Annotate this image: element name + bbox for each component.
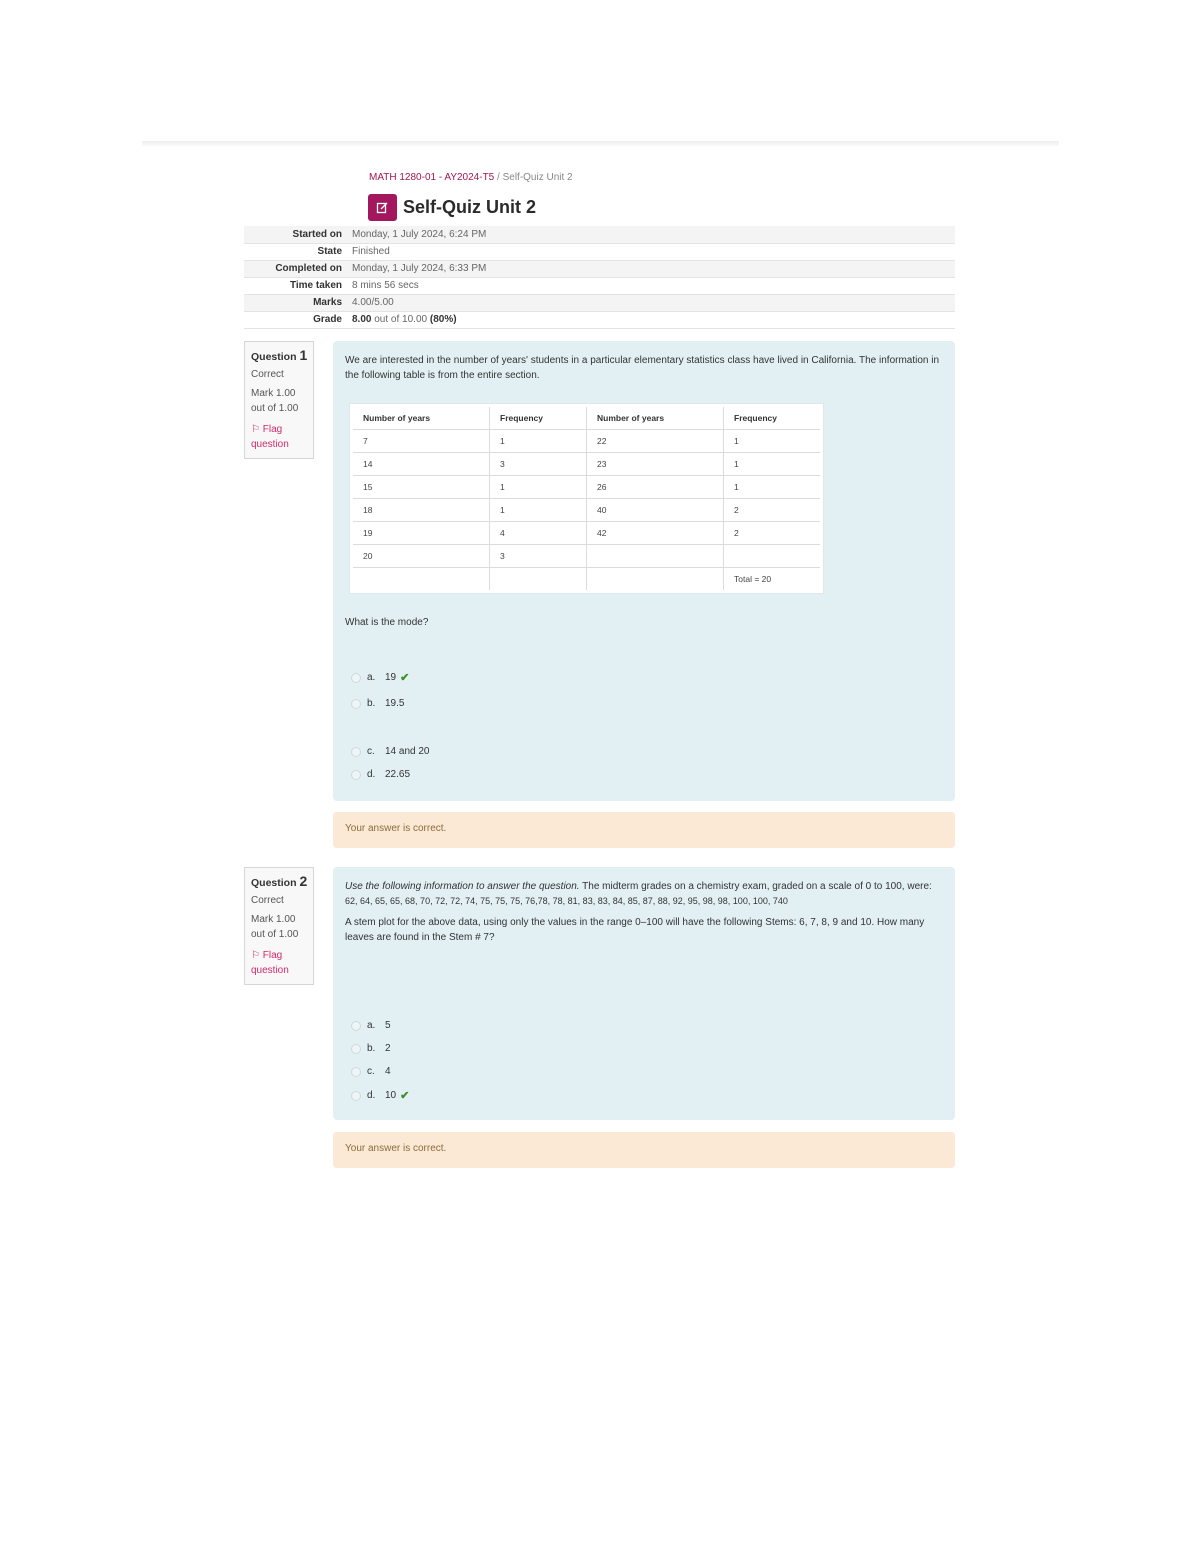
- table-cell: 42: [587, 522, 724, 545]
- flag-icon: ⚐: [251, 950, 263, 961]
- table-cell: 15: [352, 476, 490, 499]
- answer-option-d[interactable]: d. 22.65: [351, 769, 410, 780]
- grade-out-of: out of 10.00: [374, 314, 428, 325]
- attempt-summary-table: [244, 226, 955, 329]
- check-icon: ✔: [400, 1090, 410, 1102]
- table-cell: 40: [587, 499, 724, 522]
- table-cell: 22: [587, 430, 724, 453]
- summary-label: Marks: [313, 297, 342, 308]
- breadcrumb-separator: /: [497, 172, 500, 183]
- radio-button[interactable]: [351, 699, 361, 709]
- answer-option-b[interactable]: b. 2: [351, 1043, 391, 1054]
- question-1-info: [244, 341, 314, 459]
- table-cell: 20: [352, 545, 490, 568]
- summary-value: Monday, 1 July 2024, 6:24 PM: [352, 228, 487, 240]
- summary-row-completed: [244, 260, 955, 277]
- radio-button[interactable]: [351, 747, 361, 757]
- table-cell: 3: [490, 453, 587, 476]
- question-intro: Use the following information to answer the question. The midterm grades on a chemistry exam, graded on a scale of 0 to 100, were:: [345, 881, 932, 892]
- flag-question-link[interactable]: ⚐ Flag question: [251, 424, 289, 450]
- frequency-table: [350, 404, 823, 593]
- breadcrumb-course-link[interactable]: MATH 1280-01 - AY2024-T5: [369, 172, 495, 183]
- question-prompt: What is the mode?: [345, 617, 429, 628]
- table-cell: 26: [587, 476, 724, 499]
- summary-value: 8 mins 56 secs: [352, 280, 419, 291]
- page-header: [368, 194, 536, 221]
- table-header-cell: Frequency: [490, 406, 587, 430]
- table-cell: [490, 568, 587, 592]
- summary-label: Time taken: [289, 280, 342, 291]
- summary-value: Finished: [352, 246, 390, 257]
- radio-button[interactable]: [351, 1091, 361, 1101]
- answer-option-a[interactable]: a. 19 ✔: [351, 671, 409, 684]
- summary-label: Grade: [313, 314, 342, 325]
- radio-button[interactable]: [351, 1044, 361, 1054]
- question-1-formulation: [333, 341, 955, 801]
- question-state: Correct: [251, 895, 284, 906]
- table-row: [352, 522, 822, 545]
- quiz-icon: [368, 194, 397, 221]
- table-cell: [587, 545, 724, 568]
- radio-button[interactable]: [351, 1021, 361, 1031]
- table-cell: 1: [490, 476, 587, 499]
- table-cell: 2: [724, 499, 822, 522]
- grade-score: 8.00: [352, 314, 372, 325]
- top-divider: [142, 141, 1059, 146]
- table-header-cell: Number of years: [587, 406, 724, 430]
- question-1-feedback: Your answer is correct.: [333, 812, 955, 848]
- summary-row-time: [244, 277, 955, 294]
- table-cell: 1: [490, 499, 587, 522]
- table-row: [352, 453, 822, 476]
- answer-option-c[interactable]: c. 14 and 20: [351, 746, 430, 757]
- table-cell: 1: [724, 430, 822, 453]
- table-cell: 4: [490, 522, 587, 545]
- answer-option-a[interactable]: a. 5: [351, 1020, 391, 1031]
- table-cell: 19: [352, 522, 490, 545]
- question-text: A stem plot for the above data, using only the values in the range 0–100 will have the following Stems: 6, 7, 8, 9 and 10. How many leaves are found in the Stem # 7?: [345, 917, 925, 943]
- question-2-info: [244, 867, 314, 985]
- question-number: Question 2: [251, 873, 308, 889]
- breadcrumb: [369, 172, 573, 183]
- summary-value: Monday, 1 July 2024, 6:33 PM: [352, 263, 487, 274]
- table-row: [352, 545, 822, 568]
- question-number: Question 1: [251, 347, 308, 363]
- flag-icon: ⚐: [251, 424, 263, 435]
- check-icon: ✔: [400, 672, 410, 684]
- answer-option-d[interactable]: d. 10 ✔: [351, 1089, 409, 1102]
- summary-label: Started on: [292, 228, 342, 240]
- table-row: [352, 568, 822, 592]
- table-cell: Total = 20: [724, 568, 822, 592]
- summary-row-grade: [244, 311, 955, 328]
- question-grade: Mark 1.00 out of 1.00: [251, 914, 299, 940]
- question-grade: Mark 1.00 out of 1.00: [251, 388, 299, 414]
- table-cell: 23: [587, 453, 724, 476]
- question-state: Correct: [251, 369, 284, 380]
- table-header-row: [352, 406, 822, 430]
- summary-row-started: [244, 226, 955, 243]
- radio-button[interactable]: [351, 770, 361, 780]
- radio-button[interactable]: [351, 673, 361, 683]
- breadcrumb-current: Self-Quiz Unit 2: [502, 172, 573, 183]
- summary-row-state: [244, 243, 955, 260]
- table-cell: 1: [724, 476, 822, 499]
- table-cell: 18: [352, 499, 490, 522]
- radio-button[interactable]: [351, 1067, 361, 1077]
- table-cell: [587, 568, 724, 592]
- summary-value: 4.00/5.00: [352, 297, 394, 308]
- summary-label: State: [317, 246, 342, 257]
- table-header-cell: Frequency: [724, 406, 822, 430]
- table-cell: 1: [490, 430, 587, 453]
- table-cell: [724, 545, 822, 568]
- summary-value: [352, 311, 955, 328]
- table-cell: 3: [490, 545, 587, 568]
- table-row: [352, 430, 822, 453]
- flag-question-link[interactable]: ⚐ Flag question: [251, 950, 289, 976]
- question-2-feedback: Your answer is correct.: [333, 1132, 955, 1168]
- table-cell: 1: [724, 453, 822, 476]
- summary-label: Completed on: [275, 263, 342, 274]
- answer-option-c[interactable]: c. 4: [351, 1066, 391, 1077]
- table-cell: [352, 568, 490, 592]
- table-cell: 2: [724, 522, 822, 545]
- table-row: [352, 476, 822, 499]
- answer-option-b[interactable]: b. 19.5: [351, 698, 404, 709]
- grade-percent: (80%): [429, 314, 457, 325]
- question-2-formulation: [333, 867, 955, 1120]
- question-data: 62, 64, 65, 65, 68, 70, 72, 72, 74, 75, 75, 75, 76,78, 78, 81, 83, 83, 84, 85, 87, 88, 92, 95, 98, 98, 100, 100, 740: [345, 896, 788, 906]
- table-cell: 14: [352, 453, 490, 476]
- summary-row-marks: [244, 294, 955, 311]
- page-title: Self-Quiz Unit 2: [403, 197, 537, 217]
- question-text: We are interested in the number of years' students in a particular elementary statistics class have lived in California. The information in the following table is from the entire section.: [345, 355, 940, 381]
- table-row: [352, 499, 822, 522]
- table-header-cell: Number of years: [352, 406, 490, 430]
- table-cell: 7: [352, 430, 490, 453]
